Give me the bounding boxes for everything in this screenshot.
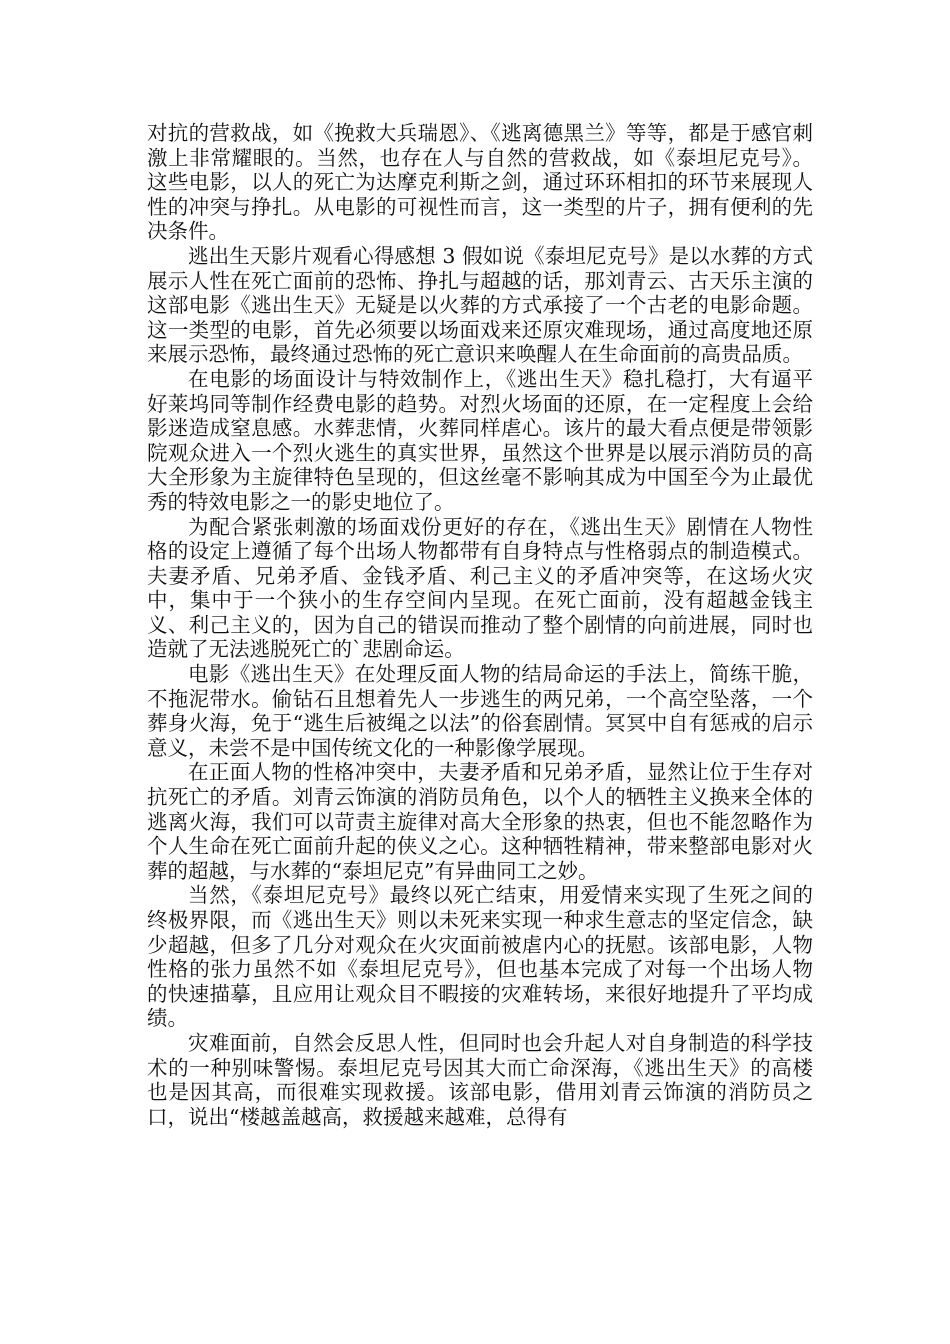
paragraph-7: 当然，《泰坦尼克号》最终以死亡结束，用爱情来实现了生死之间的终极界限，而《逃出生天》则以未死来实现一种求生意志的坚定信念，缺少超越，但多了几分对观众在火灾面前被虐内心的抚慰。该部电影，人物性格的张力虽然不如《泰坦尼克号》，但也基本完成了对每一个出场人物的快速描摹，且应用让观众目不暇接的灾难转场，来很好地提升了平均成绩。 <box>147 883 813 1031</box>
document-body <box>147 121 813 1129</box>
paragraph-4: 为配合紧张刺激的场面戏份更好的存在，《逃出生天》剧情在人物性格的设定上遵循了每个出场人物都带有自身特点与性格弱点的制造模式。夫妻矛盾、兄弟矛盾、金钱矛盾、利己主义的矛盾冲突等，在这场火灾中，集中于一个狭小的生存空间内呈现。在死亡面前，没有超越金钱主义、利己主义的，因为自己的错误而推动了整个剧情的向前进展，同时也造就了无法逃脱死亡的`悲剧命运。 <box>147 514 813 662</box>
paragraph-2: 逃出生天影片观看心得感想 3 假如说《泰坦尼克号》是以水葬的方式展示人性在死亡面前的恐怖、挣扎与超越的话，那刘青云、古天乐主演的这部电影《逃出生天》无疑是以火葬的方式承接了一个古老的电影命题。这一类型的电影，首先必须要以场面戏来还原灾难现场，通过高度地还原来展示恐怖，最终通过恐怖的死亡意识来唤醒人在生命面前的高贵品质。 <box>147 243 813 367</box>
paragraph-1: 对抗的营救战，如《挽救大兵瑞恩》、《逃离德黑兰》等等，都是于感官刺激上非常耀眼的。当然，也存在人与自然的营救战，如《泰坦尼克号》。这些电影，以人的死亡为达摩克利斯之剑，通过环环相扣的环节来展现人性的冲突与挣扎。从电影的可视性而言，这一类型的片子，拥有便利的先决条件。 <box>147 121 813 244</box>
paragraph-6: 在正面人物的性格冲突中，夫妻矛盾和兄弟矛盾，显然让位于生存对抗死亡的矛盾。刘青云饰演的消防员角色，以个人的牺牲主义换来全体的逃离火海，我们可以苛责主旋律对高大全形象的热衷，但也不能忽略作为个人生命在死亡面前升起的侠义之心。这种牺牲精神，带来整部电影对火葬的超越，与水葬的“泰坦尼克”有异曲同工之妙。 <box>147 760 813 883</box>
paragraph-5: 电影《逃出生天》在处理反面人物的结局命运的手法上，简练干脆，不拖泥带水。偷钻石且想着先人一步逃生的两兄弟，一个高空坠落，一个葬身火海，免于“逃生后被绳之以法”的俗套剧情。冥冥中自有惩戒的启示意义，未尝不是中国传统文化的一种影像学展现。 <box>147 662 813 760</box>
paragraph-3: 在电影的场面设计与特效制作上，《逃出生天》稳扎稳打，大有逼平好莱坞同等制作经费电影的趋势。对烈火场面的还原，在一定程度上会给影迷造成窒息感。水葬悲情，火葬同样虐心。该片的最大看点便是带领影院观众进入一个烈火逃生的真实世界，虽然这个世界是以展示消防员的高大全形象为主旋律特色呈现的，但这丝毫不影响其成为中国至今为止最优秀的特效电影之一的影史地位了。 <box>147 366 813 514</box>
paragraph-8: 灾难面前，自然会反思人性，但同时也会升起人对自身制造的科学技术的一种别味警惕。泰坦尼克号因其大而亡命深海，《逃出生天》的高楼也是因其高，而很难实现救援。该部电影，借用刘青云饰演的消防员之口，说出“楼越盖越高，救援越来越难，总得有 <box>147 1030 813 1129</box>
